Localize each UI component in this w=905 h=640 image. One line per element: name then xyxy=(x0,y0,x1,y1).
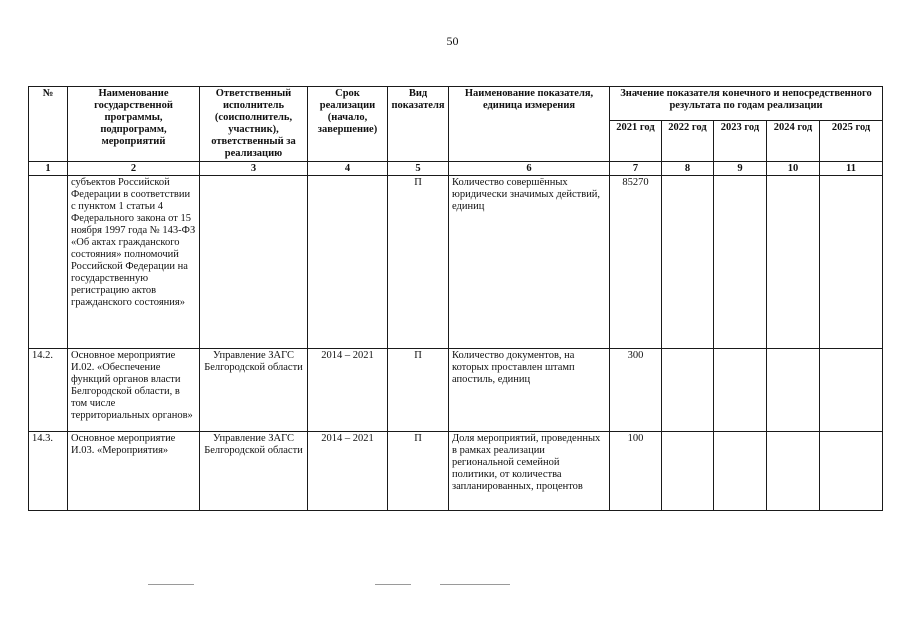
column-number: 9 xyxy=(714,162,767,176)
column-number: 7 xyxy=(610,162,662,176)
row-num: 14.3. xyxy=(29,432,68,511)
column-number: 2 xyxy=(68,162,200,176)
header-values-group: Значение показателя конечного и непосредственного результата по годам реализации xyxy=(610,87,883,121)
row-value-2024 xyxy=(767,349,820,432)
header-num: № xyxy=(29,87,68,162)
row-value-2023 xyxy=(714,432,767,511)
row-value-2022 xyxy=(662,432,714,511)
row-num xyxy=(29,176,68,349)
row-name: Основное мероприятие И.03. «Мероприятия» xyxy=(68,432,200,511)
row-period: 2014 – 2021 xyxy=(308,349,388,432)
row-value-2024 xyxy=(767,176,820,349)
row-name: Основное мероприятие И.02. «Обеспечение функций органов власти Белгородской области, в том числе территориальных органов» xyxy=(68,349,200,432)
row-value-2021: 300 xyxy=(610,349,662,432)
scan-artifact-line xyxy=(440,584,510,585)
header-period: Срок реализации (начало, завершение) xyxy=(308,87,388,162)
row-responsible xyxy=(200,176,308,349)
row-value-2022 xyxy=(662,176,714,349)
scan-artifact-line xyxy=(375,584,411,585)
header-year-2022: 2022 год xyxy=(662,121,714,162)
row-period: 2014 – 2021 xyxy=(308,432,388,511)
column-number: 1 xyxy=(29,162,68,176)
header-name: Наименование государственной программы, подпрограмм, мероприятий xyxy=(68,87,200,162)
row-value-2023 xyxy=(714,176,767,349)
header-type: Вид показателя xyxy=(388,87,449,162)
row-value-2021: 100 xyxy=(610,432,662,511)
table-row xyxy=(29,176,883,349)
scan-artifact-line xyxy=(148,584,194,585)
column-number: 5 xyxy=(388,162,449,176)
column-number: 10 xyxy=(767,162,820,176)
row-indicator: Количество документов, на которых проставлен штамп апостиль, единиц xyxy=(449,349,610,432)
row-indicator: Количество совершённых юридически значимых действий, единиц xyxy=(449,176,610,349)
header-responsible: Ответственный исполнитель (соисполнитель, участник), ответственный за реализацию xyxy=(200,87,308,162)
header-year-2024: 2024 год xyxy=(767,121,820,162)
row-responsible: Управление ЗАГС Белгородской области xyxy=(200,432,308,511)
column-number: 3 xyxy=(200,162,308,176)
column-number: 8 xyxy=(662,162,714,176)
row-value-2023 xyxy=(714,349,767,432)
row-type: П xyxy=(388,349,449,432)
row-value-2021: 85270 xyxy=(610,176,662,349)
header-indicator: Наименование показателя, единица измерения xyxy=(449,87,610,162)
page-number: 50 xyxy=(446,34,459,48)
program-table xyxy=(28,86,883,511)
row-value-2025 xyxy=(820,349,883,432)
header-year-2025: 2025 год xyxy=(820,121,883,162)
column-number: 6 xyxy=(449,162,610,176)
row-value-2025 xyxy=(820,432,883,511)
header-year-2023: 2023 год xyxy=(714,121,767,162)
row-value-2022 xyxy=(662,349,714,432)
row-num: 14.2. xyxy=(29,349,68,432)
row-type: П xyxy=(388,176,449,349)
column-numbers-row xyxy=(29,162,883,176)
header-year-2021: 2021 год xyxy=(610,121,662,162)
table-row xyxy=(29,349,883,432)
row-responsible: Управление ЗАГС Белгородской области xyxy=(200,349,308,432)
row-value-2024 xyxy=(767,432,820,511)
column-number: 4 xyxy=(308,162,388,176)
column-number: 11 xyxy=(820,162,883,176)
table-row xyxy=(29,432,883,511)
row-value-2025 xyxy=(820,176,883,349)
row-period xyxy=(308,176,388,349)
row-type: П xyxy=(388,432,449,511)
row-indicator: Доля мероприятий, проведенных в рамках реализации региональной семейной политики, от количества запланированных, процентов xyxy=(449,432,610,511)
header-row xyxy=(29,87,883,121)
row-name: субъектов Российской Федерации в соответствии с пунктом 1 статьи 4 Федерального закона от 15 ноября 1997 года № 143-ФЗ «Об актах гражданского состояния» полномочий Российской Федерации на государственную регистрацию актов гражданского состояния» xyxy=(68,176,200,349)
